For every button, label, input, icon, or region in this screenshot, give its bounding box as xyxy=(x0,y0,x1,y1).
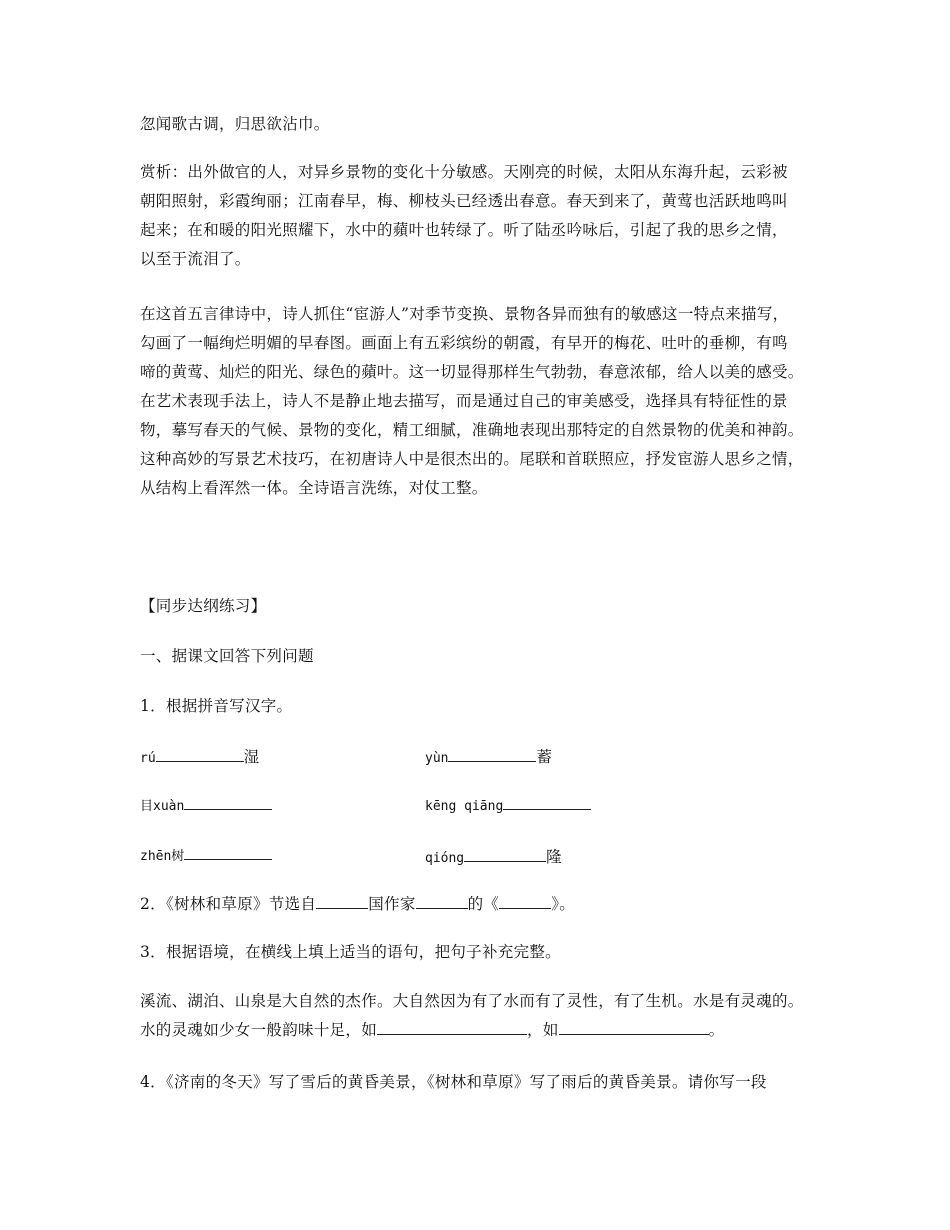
answer-blank[interactable] xyxy=(416,894,468,909)
text-line: 溪流、湖泊、山泉是大自然的杰作。大自然因为有了水而有了灵性，有了生机。水是有灵魂的。 xyxy=(140,992,804,1010)
text-line: 物，摹写春天的气候、景物的变化，精工细腻，准确地表现出那特定的自然景物的优美和神韵。 xyxy=(140,421,804,439)
answer-blank[interactable] xyxy=(316,894,368,909)
answer-blank[interactable] xyxy=(499,894,551,909)
answer-blank[interactable] xyxy=(464,847,546,862)
pinyin-row xyxy=(140,795,830,819)
question-3-passage xyxy=(140,987,830,1045)
text-line: 在艺术表现手法上，诗人不是静止地去描写，而是通过自己的审美感受，选择具有特征性的景 xyxy=(140,392,788,410)
pinyin-item: qióng 隆 xyxy=(425,848,562,866)
pinyin-item: zhēn树 xyxy=(140,845,272,864)
text-line: 起来；在和暖的阳光照耀下，水中的蘋叶也转绿了。听了陆丞吟咏后，引起了我的思乡之情， xyxy=(140,221,788,239)
text-line: 啼的黄莺、灿烂的阳光、绿色的蘋叶。这一切显得那样生气勃勃，春意浓郁，给人以美的感受。 xyxy=(140,363,804,381)
answer-blank[interactable] xyxy=(156,747,244,762)
answer-blank[interactable] xyxy=(184,845,272,860)
question-1: 1．根据拼音写汉字。 xyxy=(140,697,293,715)
question-4: 4．《济南的冬天》写了雪后的黄昏美景，《树林和草原》写了雨后的黄昏美景。请你写一段 xyxy=(140,1073,767,1091)
pinyin-row xyxy=(140,745,830,769)
text-line: 在这首五言律诗中，诗人抓住“宦游人”对季节变换、景物各异而独有的敏感这一特点来描写， xyxy=(140,305,789,323)
text-line: 勾画了一幅绚烂明媚的早春图。画面上有五彩缤纷的朝霞，有早开的梅花、吐叶的垂柳，有鸣 xyxy=(140,334,788,352)
question-2: 2．《树林和草原》节选自 国作家 的《 》。 xyxy=(140,895,576,913)
question-3: 3．根据语境，在横线上填上适当的语句，把句子补充完整。 xyxy=(140,943,561,961)
pinyin-item: yùn 蓄 xyxy=(425,748,552,766)
section-title: 【同步达纲练习】 xyxy=(140,597,267,615)
answer-blank[interactable] xyxy=(559,1020,709,1035)
pinyin-item: 目xuàn xyxy=(140,795,272,814)
text-line: 水的灵魂如少女一般韵味十足，如 ，如 。 xyxy=(140,1021,725,1039)
text-line: 赏析：出外做官的人，对异乡景物的变化十分敏感。天刚亮的时候，太阳从东海升起，云彩被 xyxy=(140,163,788,181)
pinyin-item: rú 湿 xyxy=(140,748,260,766)
analysis-paragraph xyxy=(140,300,830,503)
text-line: 从结构上看浑然一体。全诗语言洗练，对仗工整。 xyxy=(140,479,488,497)
answer-blank[interactable] xyxy=(503,795,591,810)
answer-blank[interactable] xyxy=(448,747,536,762)
text-line: 这种高妙的写景艺术技巧，在初唐诗人中是很杰出的。尾联和首联照应，抒发宦游人思乡之情， xyxy=(140,450,804,468)
answer-blank[interactable] xyxy=(184,795,272,810)
pinyin-item: kēng qiāng xyxy=(425,795,591,814)
answer-blank[interactable] xyxy=(377,1020,527,1035)
pinyin-row xyxy=(140,845,830,869)
appreciation-paragraph xyxy=(140,158,830,274)
poem-line: 忽闻歌古调，归思欲沾巾。 xyxy=(140,115,330,133)
part-one-heading: 一、据课文回答下列问题 xyxy=(140,647,314,665)
text-line: 以至于流泪了。 xyxy=(140,250,251,268)
text-line: 朝阳照射，彩霞绚丽；江南春早，梅、柳枝头已经透出春意。春天到来了，黄莺也活跃地鸣叫 xyxy=(140,192,788,210)
